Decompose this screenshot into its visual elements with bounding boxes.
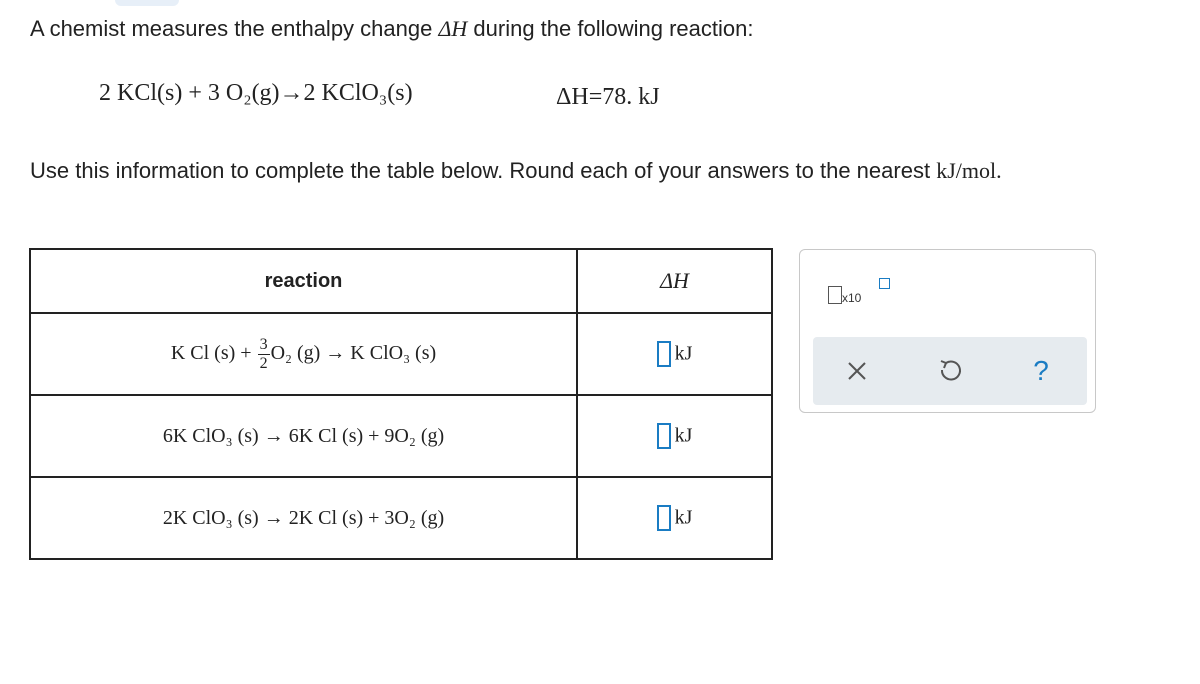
instruction-body: Use this information to complete the table below. Round each of your answers to the nearest xyxy=(30,158,937,183)
intro-before: A chemist measures the enthalpy change xyxy=(30,16,439,41)
intro-after: during the following reaction: xyxy=(467,16,754,41)
reaction-cell: 2K ClO₃ (s) → 2K Cl (s) + 3O₂ (g) xyxy=(30,477,577,559)
table-header-row xyxy=(30,249,772,313)
table-row xyxy=(30,313,772,395)
reaction-enthalpy: ΔH=78. kJ xyxy=(556,84,660,110)
reaction-left: K Cl (s) + xyxy=(170,341,257,364)
intro-text xyxy=(30,16,753,42)
undo-button[interactable] xyxy=(920,337,980,405)
delta-h-cell xyxy=(577,477,772,559)
instruction-text xyxy=(30,158,1002,184)
answer-input[interactable] xyxy=(657,505,671,531)
reaction-right: O₂ (g) → K ClO₃ (s) xyxy=(270,341,437,364)
fraction-denominator: 2 xyxy=(259,354,268,372)
column-header-delta-h: ΔH xyxy=(577,249,772,313)
top-tab xyxy=(115,0,179,6)
unit-label: kJ xyxy=(674,424,693,447)
reaction-equation: 2 KCl(s) + 3 O₂(g)→2 KClO₃(s) xyxy=(99,80,413,106)
reaction-table xyxy=(29,248,773,560)
instruction-unit: kJ/mol. xyxy=(936,158,1002,183)
answer-tools-panel xyxy=(799,249,1096,413)
help-icon: ? xyxy=(1033,355,1049,386)
close-icon xyxy=(846,360,868,382)
fraction-numerator: 3 xyxy=(259,335,268,353)
column-header-reaction: reaction xyxy=(30,249,577,313)
help-button[interactable] xyxy=(1011,337,1071,405)
delta-h-cell xyxy=(577,395,772,477)
answer-toolbar xyxy=(813,337,1087,405)
clear-button[interactable] xyxy=(827,337,887,405)
mantissa-box-icon xyxy=(828,286,842,304)
delta-h-cell xyxy=(577,313,772,395)
fraction xyxy=(258,336,270,373)
scientific-notation-button[interactable] xyxy=(828,278,888,312)
delta-h-symbol: ΔH xyxy=(438,16,468,41)
answer-input[interactable] xyxy=(657,341,671,367)
undo-icon xyxy=(937,358,963,384)
answer-input[interactable] xyxy=(657,423,671,449)
unit-label: kJ xyxy=(674,506,693,529)
x10-label: x10 xyxy=(842,291,862,305)
reaction-cell: 6K ClO₃ (s) → 6K Cl (s) + 9O₂ (g) xyxy=(30,395,577,477)
table-row xyxy=(30,395,772,477)
reaction-cell xyxy=(30,313,577,395)
table-row xyxy=(30,477,772,559)
exponent-box-icon xyxy=(879,278,890,289)
unit-label: kJ xyxy=(674,342,693,365)
